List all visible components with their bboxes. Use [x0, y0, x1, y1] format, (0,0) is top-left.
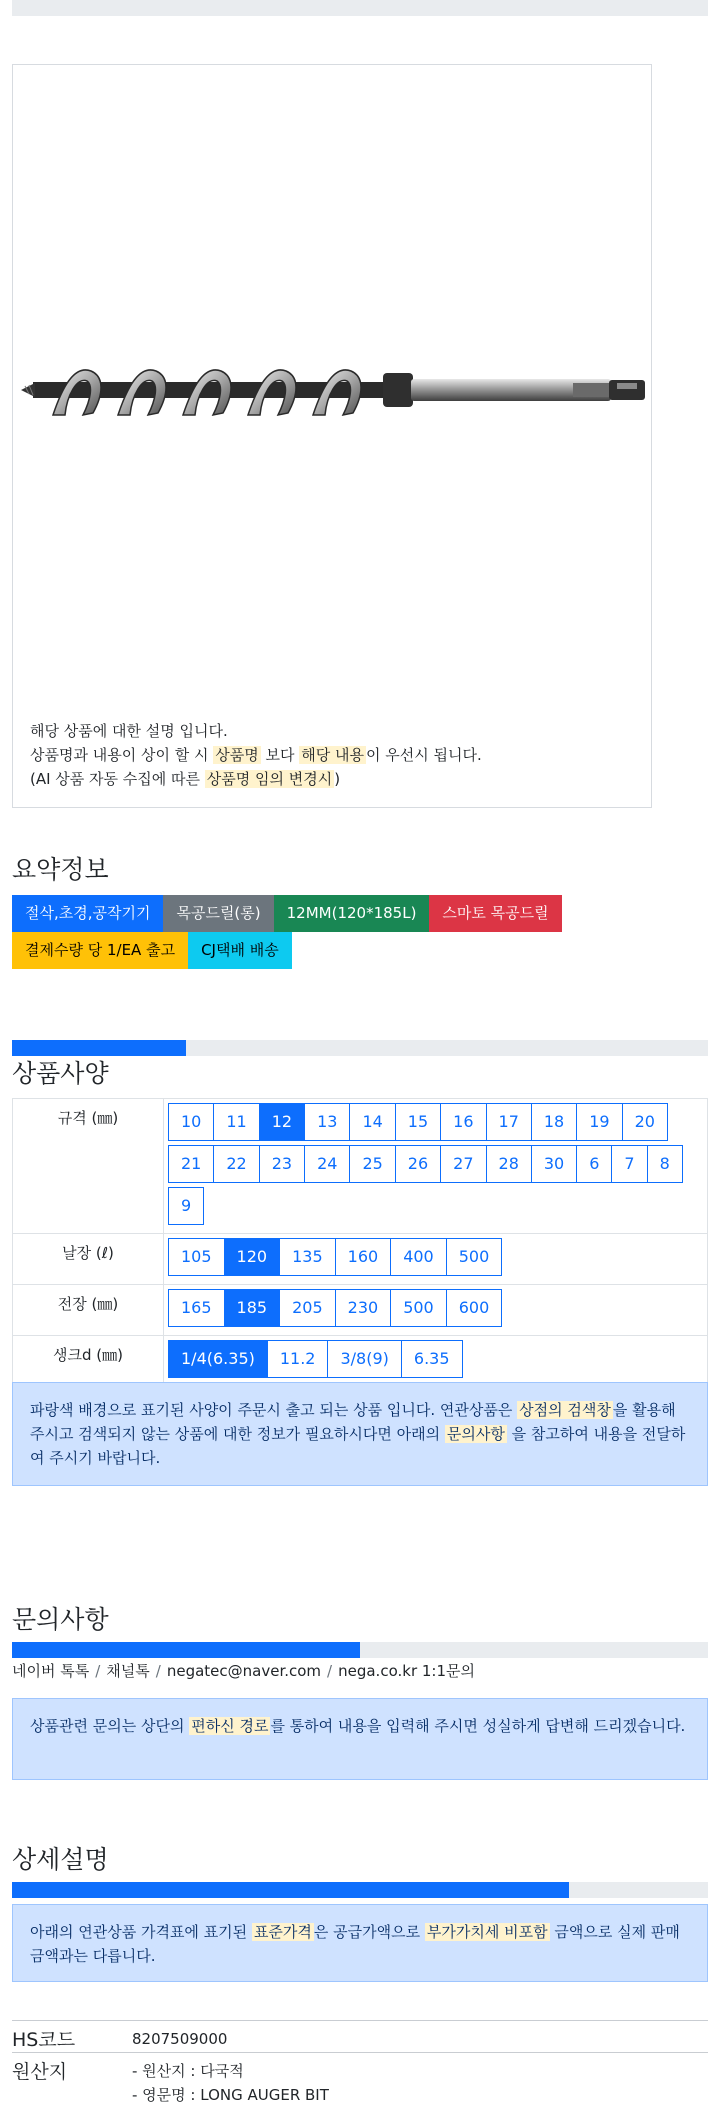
spec-option-button[interactable]: 25 [349, 1145, 395, 1183]
spec-option-button[interactable]: 6.35 [401, 1340, 463, 1378]
breadcrumb-separator: / [155, 1662, 161, 1680]
summary-badges [12, 895, 612, 969]
spec-notice-b: 을 활용해 주시고 검색되지 않는 상품에 대한 정보가 필요하시다면 아래의 [30, 1401, 676, 1443]
breadcrumb-separator: / [327, 1662, 333, 1680]
product-image-caption [30, 719, 640, 791]
spec-option-button[interactable]: 10 [168, 1103, 214, 1141]
inquiry-progress-bar [12, 1642, 708, 1658]
badge-row [12, 895, 612, 932]
spec-option-line [168, 1145, 707, 1187]
spec-option-button[interactable]: 205 [279, 1289, 336, 1327]
spec-option-button[interactable]: 28 [486, 1145, 532, 1183]
spec-option-button[interactable]: 185 [224, 1289, 281, 1327]
spec-row [13, 1234, 708, 1285]
spec-option-button[interactable]: 12 [259, 1103, 305, 1141]
spec-option-button[interactable]: 18 [531, 1103, 577, 1141]
spec-row-options [164, 1099, 708, 1234]
spec-option-button[interactable]: 11.2 [267, 1340, 329, 1378]
spec-option-button[interactable]: 160 [335, 1238, 392, 1276]
spec-option-button[interactable]: 6 [576, 1145, 612, 1183]
spec-option-button[interactable]: 600 [446, 1289, 503, 1327]
spec-option-button[interactable]: 15 [395, 1103, 441, 1141]
spec-option-button[interactable]: 11 [213, 1103, 259, 1141]
inquiry-progress-fill [12, 1642, 360, 1658]
spec-option-button[interactable]: 17 [486, 1103, 532, 1141]
spec-row [13, 1336, 708, 1387]
detail-notice [12, 1904, 708, 1982]
spec-option-button[interactable]: 3/8(9) [327, 1340, 401, 1378]
spec-row-label: 전장 (㎜) [13, 1285, 164, 1336]
info-key: HS코드 [12, 2021, 132, 2053]
detail-notice-mark-standard-price: 표준가격 [253, 1923, 312, 1941]
spec-option-button[interactable]: 120 [224, 1238, 281, 1276]
inquiry-contact-breadcrumb [12, 1660, 475, 1681]
spec-option-button[interactable]: 400 [390, 1238, 447, 1276]
info-row-hs-code [12, 2021, 708, 2053]
spec-option-button[interactable]: 1/4(6.35) [168, 1340, 268, 1378]
caption-line-2-c: 이 우선시 됩니다. [365, 746, 482, 764]
spec-option-line [168, 1103, 707, 1145]
summary-badge: 스마토 목공드릴 [429, 895, 561, 932]
spec-row-label: 생크d (㎜) [13, 1336, 164, 1387]
spec-row-options [164, 1234, 708, 1285]
spec-option-button[interactable]: 165 [168, 1289, 225, 1327]
spec-notice [12, 1382, 708, 1486]
caption-mark-content: 해당 내용 [301, 746, 364, 764]
inquiry-contact-item[interactable]: 채널톡 [106, 1662, 150, 1680]
breadcrumb-separator: / [95, 1662, 101, 1680]
summary-badge: 목공드릴(롱) [163, 895, 273, 932]
spec-option-button[interactable]: 13 [304, 1103, 350, 1141]
spec-row [13, 1099, 708, 1234]
caption-line-3-a: (AI 상품 자동 수집에 따른 [30, 770, 205, 788]
spec-row-label: 날장 (ℓ) [13, 1234, 164, 1285]
spec-option-button[interactable]: 24 [304, 1145, 350, 1183]
summary-title: 요약정보 [12, 855, 109, 884]
inquiry-notice-b: 를 통하여 내용을 입력해 주시면 성실하게 답변해 드리겠습니다. [270, 1717, 686, 1735]
spec-notice-c: 을 참고하여 내용을 전달하여 주시기 바랍니다. [30, 1425, 686, 1467]
spec-option-line [168, 1187, 707, 1229]
spec-option-button[interactable]: 20 [622, 1103, 668, 1141]
inquiry-contact-item[interactable]: negatec@naver.com [166, 1662, 322, 1680]
spec-option-button[interactable]: 22 [213, 1145, 259, 1183]
spec-row-options [164, 1336, 708, 1387]
detail-notice-mark-vat: 부가가치세 비포함 [426, 1923, 548, 1941]
spec-option-button[interactable]: 27 [440, 1145, 486, 1183]
product-info-table [12, 2020, 708, 2103]
inquiry-notice [12, 1698, 708, 1780]
summary-badge: 결제수량 당 1/EA 출고 [12, 932, 188, 969]
spec-notice-a: 파랑색 배경으로 표기된 사양이 주문시 출고 되는 상품 입니다. 연관상품은 [30, 1401, 518, 1419]
detail-notice-a: 아래의 연관상품 가격표에 표기된 [30, 1923, 252, 1941]
spec-option-button[interactable]: 105 [168, 1238, 225, 1276]
spec-option-line [168, 1238, 707, 1280]
auger-drill-bit-photo-icon [13, 65, 653, 809]
caption-line-3-b: ) [334, 770, 341, 788]
spec-row [13, 1285, 708, 1336]
spec-option-line [168, 1340, 707, 1382]
info-value: 8207509000 [132, 2021, 708, 2053]
info-key: 원산지 [12, 2053, 132, 2103]
spec-row-options [164, 1285, 708, 1336]
spec-option-button[interactable]: 500 [390, 1289, 447, 1327]
spec-option-button[interactable]: 19 [576, 1103, 622, 1141]
caption-mark-name-change: 상품명 임의 변경시 [206, 770, 333, 788]
product-image-card [12, 64, 652, 808]
spec-option-button[interactable]: 500 [446, 1238, 503, 1276]
spec-option-button[interactable]: 135 [279, 1238, 336, 1276]
inquiry-notice-mark: 편하신 경로 [191, 1717, 269, 1735]
detail-progress-bar [12, 1882, 708, 1898]
caption-line-2-b: 보다 [260, 746, 300, 764]
caption-mark-product-name: 상품명 [215, 746, 259, 764]
spec-option-button[interactable]: 14 [349, 1103, 395, 1141]
spec-notice-mark-search: 상점의 검색창 [519, 1401, 611, 1419]
spec-progress-bar [12, 1040, 708, 1056]
info-value-lines [132, 2053, 708, 2103]
spec-option-line [168, 1289, 707, 1331]
top-progress-bar [12, 0, 708, 16]
inquiry-title: 문의사항 [12, 1605, 109, 1634]
spec-table [12, 1098, 708, 1387]
inquiry-contact-item[interactable]: 네이버 톡톡 [12, 1662, 90, 1680]
inquiry-contact-item[interactable]: nega.co.kr 1:1문의 [338, 1662, 475, 1680]
caption-line-2-a: 상품명과 내용이 상이 할 시 [30, 746, 214, 764]
spec-option-button[interactable]: 30 [531, 1145, 577, 1183]
info-line: - 원산지 : 다국적 [132, 2062, 244, 2080]
spec-option-button[interactable]: 7 [611, 1145, 647, 1183]
detail-notice-c: 금액으로 실제 판매금액과는 다릅니다. [30, 1923, 680, 1965]
summary-badge: CJ택배 배송 [188, 932, 292, 969]
spec-option-button[interactable]: 8 [647, 1145, 683, 1183]
spec-notice-mark-inquiry: 문의사항 [446, 1425, 505, 1443]
summary-badge: 절삭,초경,공작기기 [12, 895, 163, 932]
spec-option-button[interactable]: 26 [395, 1145, 441, 1183]
spec-row-label: 규격 (㎜) [13, 1099, 164, 1234]
summary-badge: 12MM(120*185L) [274, 895, 430, 932]
spec-title: 상품사양 [12, 1059, 109, 1088]
spec-option-button[interactable]: 16 [440, 1103, 486, 1141]
spec-option-button[interactable]: 230 [335, 1289, 392, 1327]
inquiry-notice-a: 상품관련 문의는 상단의 [30, 1717, 190, 1735]
badge-row [12, 932, 612, 969]
spec-option-button[interactable]: 9 [168, 1187, 204, 1225]
detail-title: 상세설명 [12, 1845, 109, 1874]
info-row-origin [12, 2053, 708, 2103]
detail-progress-fill [12, 1882, 569, 1898]
info-line: - 영문명 : LONG AUGER BIT [132, 2086, 329, 2103]
spec-option-button[interactable]: 23 [259, 1145, 305, 1183]
spec-option-button[interactable]: 21 [168, 1145, 214, 1183]
detail-notice-b: 은 공급가액으로 [313, 1923, 425, 1941]
caption-line-1: 해당 상품에 대한 설명 입니다. [30, 722, 228, 740]
